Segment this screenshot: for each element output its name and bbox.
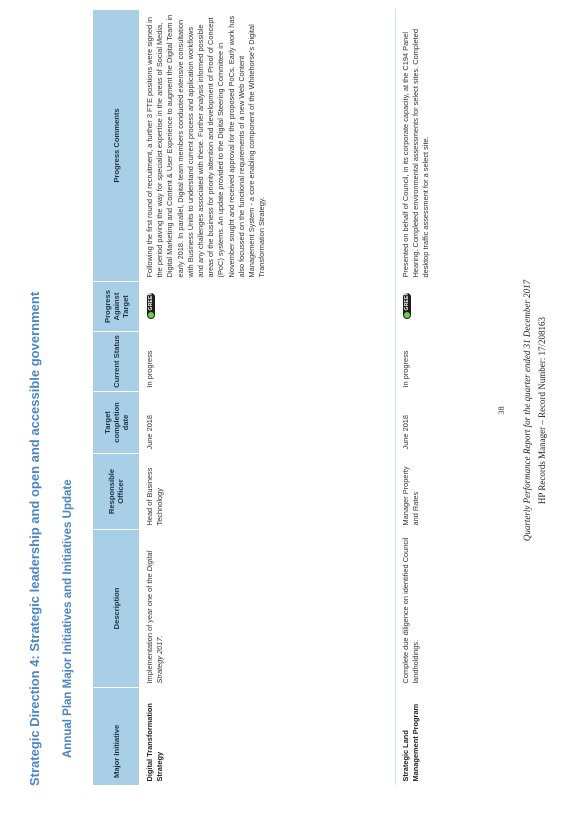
header-comments: Progress Comments [93,10,140,282]
progress-cell [140,282,396,332]
current-status: In progress [401,350,410,388]
initiative-name: Digital Transformation Strategy [140,688,396,786]
footer-record-number: HP Records Manager – Record Number: 17/208163 [537,316,547,505]
responsible-officer: Head of Business Technology [140,454,396,530]
progress-comments: Presented on behalf of Council, in its corporate capacity, at the C194 Panel Hearing. Completed environmental assessments for select sites. Completed desktop traffic assessment for a select site. [401,28,431,278]
status-badge [147,291,155,320]
section-subheading: Annual Plan Major Initiatives and Initiatives Update [62,479,74,758]
progress-cell [396,282,437,332]
header-status: Current Status [93,332,140,392]
status-badge [403,291,411,320]
initiatives-table [92,9,437,786]
table-row [396,10,437,786]
table-header-row [93,10,140,786]
header-description: Description [93,530,140,688]
footer-report-title: Quarterly Performance Report for the quarter ended 31 December 2017 [522,279,532,542]
header-officer: Responsible Officer [93,454,140,530]
green-status-dot-icon [404,313,410,319]
initiative-name: Strategic Land Management Program [401,703,421,782]
responsible-officer: Manager Property and Rates [401,466,421,526]
status-badge-label: GREEN [148,291,154,311]
target-date: June 2018 [401,414,410,450]
page-heading: Strategic Direction 4: Strategic leadership and open and accessible government [27,291,42,786]
description-text: Complete due diligence on identified Council landholdings. [401,537,421,684]
table-row [140,10,396,786]
header-initiative: Major Initiative [93,688,140,786]
status-badge-label: GREEN [404,291,410,311]
description-italic: Digital Strategy 2017. [145,550,165,684]
initiative-description [140,530,396,688]
target-date: June 2018 [140,392,396,454]
description-text: Implementation of year one of the [145,571,154,684]
page-number: 38 [496,406,506,415]
current-status: In progress [140,332,396,392]
green-status-dot-icon [148,313,154,319]
header-progress: Progress Against Target [93,282,140,332]
initiative-description [396,530,437,688]
header-target: Target completion date [93,392,140,454]
progress-comments: Following the first round of recruitment, a further 3 FTE positions were signed in the period paving the way for specialist expertise in the areas of Social Media, Digital Marketing and Content & User Experience to augment the Digital Team in early 2018. In parallel, Digital team members conducted extensive consultation with Business Units to understand current process and application workflows and any challenges associated with these. Further analysis informed possible areas of the business for priority attention and development of Proof of Concept (PoC) systems. An update provided to the Digital Steering Committee in November sought and received approval for the proposed PoCs. Early work has also focussed on the functional requirements of a new Web Content Management System - a core enabling component of the Whitehorse's Digital Transformation Strategy. [140,10,396,282]
